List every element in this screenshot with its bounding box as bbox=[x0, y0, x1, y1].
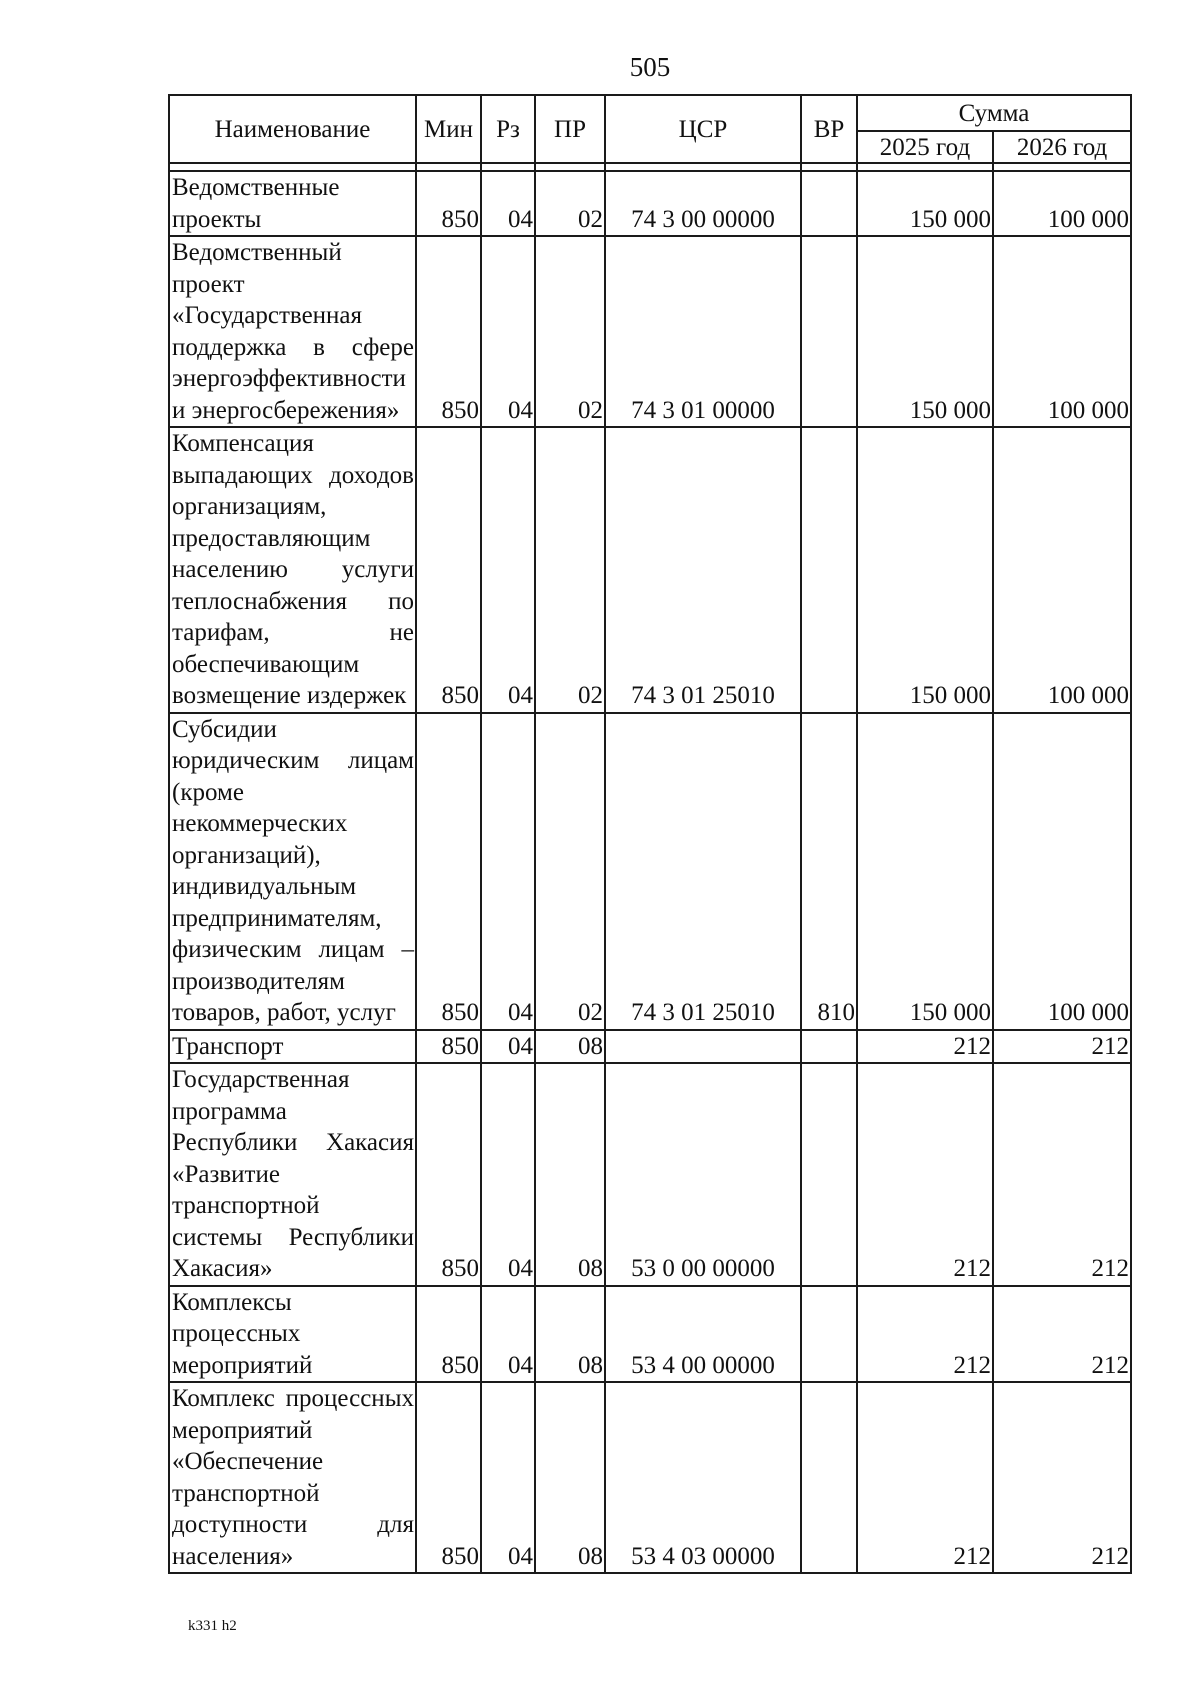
row-vr bbox=[801, 171, 857, 236]
row-min: 850 bbox=[416, 713, 481, 1030]
row-vr: 810 bbox=[801, 713, 857, 1030]
header-name: Наименование bbox=[169, 95, 416, 163]
row-csr: 74 3 01 25010 bbox=[605, 713, 801, 1030]
header-rz: Рз bbox=[481, 95, 535, 163]
row-min: 850 bbox=[416, 1286, 481, 1383]
table-header bbox=[169, 95, 1131, 171]
row-name: Ведомственный проект «Государственная поддержка в сфере энергоэффективности и энергосбережения» bbox=[169, 236, 416, 427]
row-rz: 04 bbox=[481, 1382, 535, 1573]
header-year-2026: 2026 год bbox=[993, 131, 1131, 163]
table-row bbox=[169, 713, 1131, 1030]
row-vr bbox=[801, 1286, 857, 1383]
row-rz: 04 bbox=[481, 236, 535, 427]
budget-table bbox=[168, 94, 1132, 1574]
footer-code: k331 h2 bbox=[188, 1618, 237, 1634]
row-pr: 02 bbox=[535, 427, 605, 713]
row-name: Ведомственные проекты bbox=[169, 171, 416, 236]
table-body bbox=[169, 171, 1131, 1573]
row-pr: 02 bbox=[535, 236, 605, 427]
row-amount-2025: 212 bbox=[857, 1063, 993, 1286]
row-rz: 04 bbox=[481, 1063, 535, 1286]
row-vr bbox=[801, 1382, 857, 1573]
row-amount-2026: 100 000 bbox=[993, 713, 1131, 1030]
table-row bbox=[169, 1030, 1131, 1064]
row-vr bbox=[801, 236, 857, 427]
row-csr: 74 3 01 25010 bbox=[605, 427, 801, 713]
header-min: Мин bbox=[416, 95, 481, 163]
header-csr: ЦСР bbox=[605, 95, 801, 163]
row-amount-2026: 212 bbox=[993, 1286, 1131, 1383]
row-name: Компенсация выпадающих доходов организациям, предоставляющим населению услуги теплоснабжения по тарифам, не обеспечивающим возмещение издержек bbox=[169, 427, 416, 713]
row-rz: 04 bbox=[481, 427, 535, 713]
row-amount-2025: 150 000 bbox=[857, 713, 993, 1030]
row-pr: 08 bbox=[535, 1382, 605, 1573]
row-amount-2025: 212 bbox=[857, 1286, 993, 1383]
row-vr bbox=[801, 1030, 857, 1064]
row-name: Комплекс процессных мероприятий «Обеспечение транспортной доступности для населения» bbox=[169, 1382, 416, 1573]
header-pr: ПР bbox=[535, 95, 605, 163]
row-pr: 02 bbox=[535, 171, 605, 236]
table-row bbox=[169, 1382, 1131, 1573]
row-rz: 04 bbox=[481, 1030, 535, 1064]
row-min: 850 bbox=[416, 171, 481, 236]
row-amount-2025: 212 bbox=[857, 1030, 993, 1064]
row-amount-2026: 212 bbox=[993, 1030, 1131, 1064]
row-amount-2026: 212 bbox=[993, 1382, 1131, 1573]
table-row bbox=[169, 1063, 1131, 1286]
row-min: 850 bbox=[416, 236, 481, 427]
row-name: Транспорт bbox=[169, 1030, 416, 1064]
table-row bbox=[169, 427, 1131, 713]
table-row bbox=[169, 171, 1131, 236]
row-amount-2026: 100 000 bbox=[993, 171, 1131, 236]
row-vr bbox=[801, 427, 857, 713]
row-vr bbox=[801, 1063, 857, 1286]
row-pr: 08 bbox=[535, 1286, 605, 1383]
row-rz: 04 bbox=[481, 1286, 535, 1383]
row-name: Комплексы процессных мероприятий bbox=[169, 1286, 416, 1383]
row-csr: 74 3 01 00000 bbox=[605, 236, 801, 427]
row-rz: 04 bbox=[481, 171, 535, 236]
header-year-2025: 2025 год bbox=[857, 131, 993, 163]
row-csr bbox=[605, 1030, 801, 1064]
row-min: 850 bbox=[416, 1382, 481, 1573]
row-csr: 53 0 00 00000 bbox=[605, 1063, 801, 1286]
row-pr: 02 bbox=[535, 713, 605, 1030]
row-pr: 08 bbox=[535, 1063, 605, 1286]
row-min: 850 bbox=[416, 427, 481, 713]
row-csr: 53 4 00 00000 bbox=[605, 1286, 801, 1383]
row-amount-2025: 212 bbox=[857, 1382, 993, 1573]
table-row bbox=[169, 1286, 1131, 1383]
row-amount-2026: 100 000 bbox=[993, 236, 1131, 427]
header-spacer bbox=[169, 163, 1131, 171]
row-amount-2025: 150 000 bbox=[857, 236, 993, 427]
header-vr: ВР bbox=[801, 95, 857, 163]
row-name: Государственная программа Республики Хакасия «Развитие транспортной системы Республики Хакасия» bbox=[169, 1063, 416, 1286]
row-amount-2025: 150 000 bbox=[857, 427, 993, 713]
row-min: 850 bbox=[416, 1030, 481, 1064]
row-min: 850 bbox=[416, 1063, 481, 1286]
row-pr: 08 bbox=[535, 1030, 605, 1064]
row-rz: 04 bbox=[481, 713, 535, 1030]
row-name: Субсидии юридическим лицам (кроме некоммерческих организаций), индивидуальным предпринимателям, физическим лицам – производителям товаров, работ, услуг bbox=[169, 713, 416, 1030]
table-row bbox=[169, 236, 1131, 427]
row-amount-2025: 150 000 bbox=[857, 171, 993, 236]
header-sum: Сумма bbox=[857, 95, 1131, 131]
page-number: 505 bbox=[629, 52, 671, 82]
row-csr: 74 3 00 00000 bbox=[605, 171, 801, 236]
row-csr: 53 4 03 00000 bbox=[605, 1382, 801, 1573]
row-amount-2026: 100 000 bbox=[993, 427, 1131, 713]
row-amount-2026: 212 bbox=[993, 1063, 1131, 1286]
